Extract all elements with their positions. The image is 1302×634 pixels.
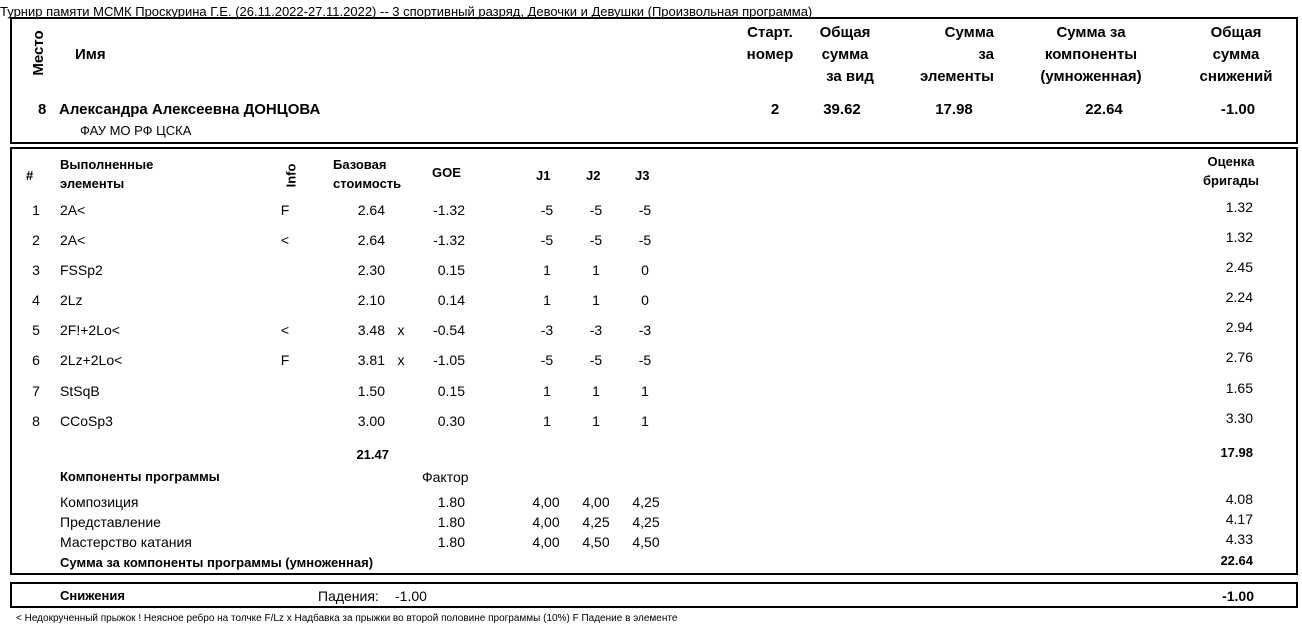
comp-j2: 4,25: [582, 514, 610, 530]
row-goe: -1.32: [433, 232, 465, 248]
row-goe: 0.14: [437, 292, 465, 308]
row-num: 2: [32, 232, 40, 248]
row-j1: -5: [540, 202, 554, 218]
row-j3: 1: [641, 383, 649, 399]
col-j2: J2: [586, 168, 601, 183]
row-base: 2.64: [357, 232, 385, 248]
comp-name: Композиция: [60, 494, 139, 510]
row-panel: 1.32: [1225, 229, 1253, 245]
components-total: 22.64: [1220, 553, 1253, 568]
row-element: FSSp2: [60, 262, 103, 278]
row-bonus: x: [397, 352, 405, 368]
row-base: 3.81: [357, 352, 385, 368]
row-j1: -5: [540, 352, 554, 368]
comp-factor: 1.80: [437, 534, 465, 550]
col-j3: J3: [635, 168, 650, 183]
row-panel: 1.32: [1225, 199, 1253, 215]
row-goe: 0.15: [437, 383, 465, 399]
skater-components: 22.64: [1085, 101, 1123, 118]
row-j2: 1: [592, 413, 600, 429]
row-j2: 1: [592, 262, 600, 278]
row-j2: -5: [589, 202, 603, 218]
row-panel: 2.45: [1225, 259, 1253, 275]
comp-j3: 4,50: [632, 534, 660, 550]
row-num: 6: [32, 352, 40, 368]
header-place: Место: [30, 30, 47, 76]
header-components-score: Сумма за компоненты (умноженная): [1040, 24, 1142, 85]
row-num: 8: [32, 413, 40, 429]
row-num: 1: [32, 202, 40, 218]
comp-score: 4.17: [1225, 511, 1253, 527]
col-goe: GOE: [432, 165, 461, 180]
header-deductions: Общая сумма снижений: [1199, 24, 1273, 85]
row-j3: 0: [641, 292, 649, 308]
row-panel: 3.30: [1225, 410, 1253, 426]
legend: < Недокрученный прыжок ! Неясное ребро на толчке F/Lz x Надбавка за прыжки во второй половине программы (10%) F Падение в элементе: [16, 613, 678, 624]
components-title: Компоненты программы: [60, 469, 220, 484]
col-num: #: [26, 168, 34, 183]
header-total-score: Общая сумма за вид: [819, 24, 874, 85]
col-panel: Оценка бригады: [1203, 154, 1259, 188]
row-info: <: [280, 232, 290, 248]
skater-name: Александра Алексеевна ДОНЦОВА: [59, 101, 321, 118]
col-element: Выполненные элементы: [60, 157, 154, 191]
row-base: 2.30: [357, 262, 385, 278]
comp-name: Представление: [60, 514, 161, 530]
comp-j3: 4,25: [632, 514, 660, 530]
row-info: F: [280, 352, 290, 368]
falls-label: Падения:: [318, 588, 379, 604]
col-info: Info: [283, 163, 299, 188]
row-element: 2F!+2Lo<: [60, 322, 120, 338]
col-base: Базовая стоимость: [333, 157, 402, 191]
row-element: 2A<: [60, 202, 86, 218]
row-j2: -5: [589, 352, 603, 368]
comp-factor: 1.80: [437, 514, 465, 530]
row-j3: 1: [641, 413, 649, 429]
row-info: <: [280, 322, 290, 338]
base-total: 21.47: [356, 447, 389, 462]
row-num: 7: [32, 383, 40, 399]
header-name: Имя: [75, 46, 106, 63]
comp-j1: 4,00: [532, 534, 560, 550]
row-j2: 1: [592, 292, 600, 308]
row-num: 4: [32, 292, 40, 308]
row-element: 2A<: [60, 232, 86, 248]
header-start-no: Старт. номер: [746, 24, 794, 63]
row-goe: -1.32: [433, 202, 465, 218]
row-element: CCoSp3: [60, 413, 113, 429]
row-info: F: [280, 202, 290, 218]
row-base: 1.50: [357, 383, 385, 399]
row-base: 3.48: [357, 322, 385, 338]
skater-place: 8: [38, 101, 47, 118]
comp-score: 4.08: [1225, 491, 1253, 507]
row-j3: -5: [638, 232, 652, 248]
row-j2: -3: [589, 322, 603, 338]
row-j1: -5: [540, 232, 554, 248]
row-panel: 2.24: [1225, 289, 1253, 305]
row-bonus: x: [397, 322, 405, 338]
factor-label: Фактор: [422, 469, 469, 485]
row-panel: 2.94: [1225, 319, 1253, 335]
row-goe: 0.30: [437, 413, 465, 429]
row-j3: 0: [641, 262, 649, 278]
row-j1: 1: [543, 383, 551, 399]
row-j1: -3: [540, 322, 554, 338]
falls-value: -1.00: [395, 588, 427, 604]
comp-j1: 4,00: [532, 514, 560, 530]
row-num: 5: [32, 322, 40, 338]
skater-start-no: 2: [770, 101, 780, 118]
row-base: 3.00: [357, 413, 385, 429]
row-goe: -0.54: [433, 322, 465, 338]
event-title: Турнир памяти МСМК Проскурина Г.Е. (26.11.2022-27.11.2022) -- 3 спортивный разряд, Девочки и Девушки (Произвольная программа): [0, 4, 813, 19]
row-goe: -1.05: [433, 352, 465, 368]
row-base: 2.64: [357, 202, 385, 218]
comp-name: Мастерство катания: [60, 534, 192, 550]
components-total-label: Сумма за компоненты программы (умноженная): [60, 555, 374, 570]
row-j1: 1: [543, 292, 551, 308]
panel-total: 17.98: [1220, 445, 1253, 460]
deductions-box: [10, 582, 1298, 608]
row-j2: 1: [592, 383, 600, 399]
row-j3: -5: [638, 352, 652, 368]
comp-j2: 4,50: [582, 534, 610, 550]
header-elements-score: Сумма за элементы: [919, 24, 994, 85]
deductions-total: -1.00: [1222, 588, 1254, 604]
row-j3: -3: [638, 322, 652, 338]
deductions-label: Снижения: [60, 588, 125, 603]
comp-factor: 1.80: [437, 494, 465, 510]
row-goe: 0.15: [437, 262, 465, 278]
row-base: 2.10: [357, 292, 385, 308]
comp-score: 4.33: [1225, 531, 1253, 547]
col-j1: J1: [536, 168, 551, 183]
row-panel: 1.65: [1225, 380, 1253, 396]
row-num: 3: [32, 262, 40, 278]
row-element: 2Lz+2Lo<: [60, 352, 123, 368]
comp-j2: 4,00: [582, 494, 610, 510]
row-panel: 2.76: [1225, 349, 1253, 365]
skater-club: ФАУ МО РФ ЦСКА: [80, 123, 192, 138]
row-element: 2Lz: [60, 292, 83, 308]
row-j1: 1: [543, 262, 551, 278]
row-j2: -5: [589, 232, 603, 248]
row-j3: -5: [638, 202, 652, 218]
skater-deductions: -1.00: [1220, 101, 1256, 118]
comp-j1: 4,00: [532, 494, 560, 510]
skater-elements: 17.98: [935, 101, 973, 118]
skater-total: 39.62: [823, 101, 861, 118]
row-j1: 1: [543, 413, 551, 429]
row-element: StSqB: [60, 383, 100, 399]
comp-j3: 4,25: [632, 494, 660, 510]
